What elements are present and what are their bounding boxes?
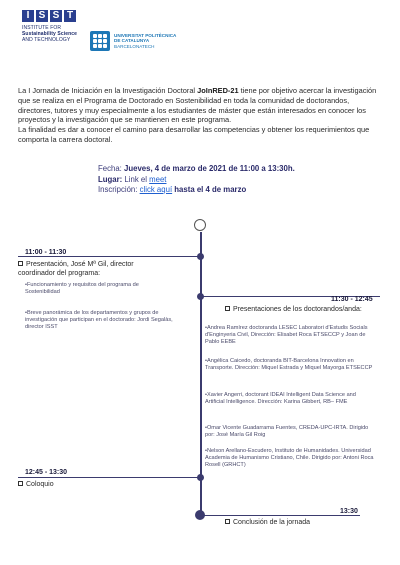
intro-part-3: La finalidad es dar a conocer el camino para desarrollar las competencias y obtener los requerimientos que comporta la carrera doctoral.	[18, 125, 370, 144]
checkbox-icon	[225, 519, 230, 524]
timeline-dot-2	[197, 293, 204, 300]
isst-letter-s1: S	[36, 10, 48, 22]
upc-grid-icon	[90, 31, 110, 51]
time-slot-2: 11:30 - 12:45	[331, 296, 373, 303]
block-1-item-2: •Breve panorámica de los departamentos y grupos de investigación que participan en el doctorado: Jordi Segalàs, director ISST	[25, 310, 173, 331]
date-label: Fecha:	[98, 164, 125, 173]
isst-letter-s2: S	[50, 10, 62, 22]
block-2-item-2: •Angélica Caicedo, doctoranda BIT-Barcelona Innovation en Transporte. Dirección: Miquel Estrada y Miquel Mayorga ETSECCP	[205, 358, 373, 372]
place-row	[98, 175, 358, 186]
timeline-connector-4	[200, 515, 360, 516]
block-1-item-1: •Funcionamiento y requisitos del programa de Sostenibilidad	[25, 282, 139, 296]
place-label: Lugar:	[98, 174, 125, 184]
block-2-title-text: Presentaciones de los doctorandos/anda:	[233, 306, 362, 313]
upc-line-3: BARCELONATECH	[114, 43, 155, 49]
intro-part-1: La I Jornada de Iniciación en la Investigación Doctoral	[18, 86, 198, 95]
event-name: JoInRED-21	[197, 86, 239, 95]
time-slot-3: 12:45 - 13:30	[25, 469, 68, 476]
block-2-item-5: •Nelson Arellano-Escudero, Instituto de Humanidades. Universidad Academia de Humanismo Cristiano, Chile. Dirigido por: Antoni Roca Rosell (GRHCT)	[205, 448, 374, 469]
upc-line-1: UNIVERSITAT POLITÈCNICA	[114, 32, 177, 38]
upc-wordmark	[114, 33, 176, 50]
meet-link[interactable]: meet	[149, 174, 167, 184]
isst-line-2: Sustainability Science	[22, 31, 77, 37]
time-slot-4: 13:30	[340, 508, 358, 515]
signup-tail: hasta el 4 de marzo	[172, 185, 247, 194]
checkbox-icon	[225, 306, 230, 311]
upc-line-2: DE CATALUNYA	[114, 38, 150, 44]
date-row	[98, 164, 358, 175]
signup-label: Inscripción:	[98, 185, 140, 194]
checkbox-icon	[18, 481, 23, 486]
block-4-title	[225, 519, 310, 528]
time-slot-1: 11:00 - 11:30	[25, 249, 67, 256]
timeline-dot-end	[195, 510, 205, 520]
isst-letter-boxes	[22, 10, 142, 22]
upc-logo	[90, 30, 180, 52]
timeline-dot-3	[197, 474, 204, 481]
timeline-dot-1	[197, 253, 204, 260]
isst-line-3: AND TECHNOLOGY	[22, 37, 71, 43]
block-2-title	[225, 306, 385, 315]
block-3-title-text: Coloquio	[26, 481, 54, 488]
timeline-connector-3	[18, 477, 200, 478]
checkbox-icon	[18, 261, 23, 266]
isst-letter-i: I	[22, 10, 34, 22]
timeline-start-circle	[194, 219, 206, 231]
signup-link[interactable]: click aquí	[139, 185, 173, 194]
block-1-title-text: Presentación, José Mª Gil, director coordinador del programa:	[18, 261, 134, 277]
block-2-item-1: •Andrea Ramírez doctoranda LESEC Laboratori d'Estudis Socials d'Enginyeria Civil, Dirección: Elisabet Roca ETSECCP y Joan de Pablo EEBE	[205, 325, 368, 346]
isst-letter-t: T	[64, 10, 76, 22]
block-2-item-4: •Omar Vicente Guadarrama Fuentes, CREDA-UPC-IRTA. Dirigido por: José María Gil Roig	[205, 425, 369, 439]
intro-paragraph	[18, 86, 378, 145]
isst-line-1: INSTITUTE FOR	[22, 25, 62, 31]
block-2-item-3: •Xavier Angerri, doctorant IDEAI Intelligent Data Science and Artificial Intelligence. Dirección: Karina Gibbert, RB– FME	[205, 392, 356, 406]
date-value: Jueves, 4 de marzo de 2021 de 11:00 a 13:30h.	[124, 164, 295, 173]
intro-part-2: tiene por objetivo acercar la investigación que se realiza en el Programa de Doctorado en Sostenibilidad en toda la comunidad de doctorandos, directores, tutores y muy especialmente a los estudiantes de máster que están interesados en conocer los proyectos y la investigación que se mantienen en este programa.	[18, 86, 377, 125]
timeline-vertical-line	[200, 232, 202, 514]
block-3-title	[18, 481, 54, 490]
block-1-title	[18, 261, 168, 278]
block-4-title-text: Conclusión de la jornada	[233, 519, 311, 526]
timeline-connector-1	[18, 256, 200, 257]
place-text: Link el	[124, 174, 150, 184]
signup-row	[98, 185, 358, 196]
event-info	[98, 164, 358, 196]
